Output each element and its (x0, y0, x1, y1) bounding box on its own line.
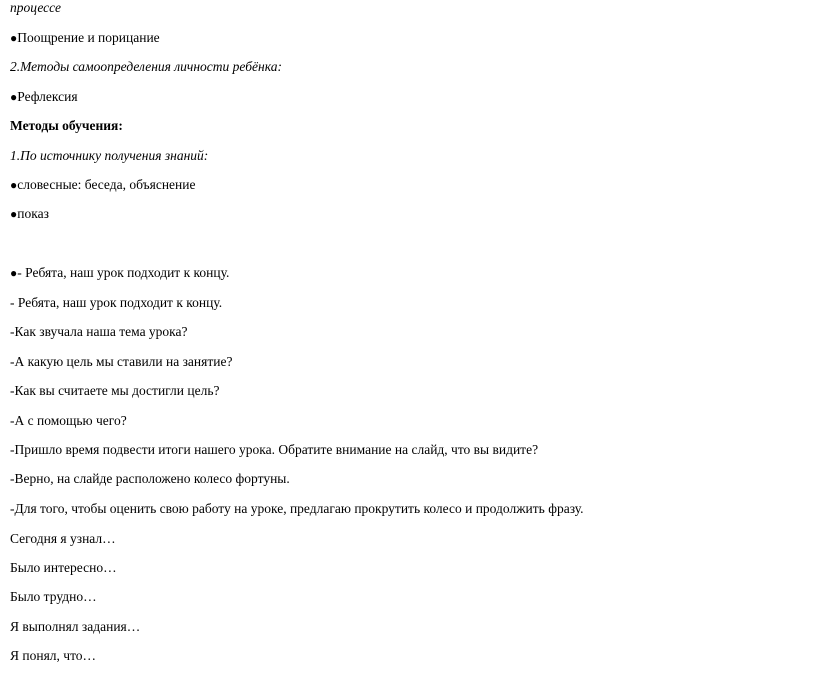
dialogue-line (10, 471, 290, 487)
line-text: -А с помощью чего? (10, 413, 127, 428)
text-line (10, 0, 61, 16)
phrase-prompt (10, 560, 117, 576)
dialogue-line (10, 442, 538, 458)
bullet-item (10, 89, 78, 105)
line-text: -А какую цель мы ставили на занятие? (10, 354, 233, 369)
section-subheading (10, 59, 282, 75)
bullet-dot-icon: ● (10, 31, 18, 45)
line-text: 1.По источнику получения знаний: (10, 148, 209, 163)
bullet-dot-icon: ● (10, 90, 18, 104)
dialogue-line (10, 501, 584, 517)
bullet-dot-icon: ● (10, 266, 18, 280)
dialogue-line (10, 324, 188, 340)
line-text: процессе (10, 0, 61, 15)
line-text: Методы обучения: (10, 118, 123, 133)
line-text: -Пришло время подвести итоги нашего урока. Обратите внимание на слайд, что вы видите? (10, 442, 539, 457)
bullet-item (10, 30, 160, 46)
phrase-prompt (10, 619, 140, 635)
line-text: -Как вы считаете мы достигли цель? (10, 383, 220, 398)
line-text: Было трудно… (10, 589, 97, 604)
line-text: Сегодня я узнал… (10, 531, 116, 546)
bullet-dot-icon: ● (10, 207, 18, 221)
phrase-prompt (10, 531, 116, 547)
dialogue-line (10, 383, 219, 399)
bullet-text: - Ребята, наш урок подходит к концу. (17, 265, 230, 280)
dialogue-line (10, 354, 232, 370)
phrase-prompt (10, 589, 97, 605)
bullet-text: словесные: беседа, объяснение (17, 177, 196, 192)
line-text: -Как звучала наша тема урока? (10, 324, 188, 339)
bullet-text: Рефлексия (17, 89, 78, 104)
section-subheading (10, 148, 208, 164)
dialogue-line (10, 295, 222, 311)
bullet-text: показ (17, 206, 49, 221)
bullet-item (10, 206, 49, 222)
section-heading (10, 118, 123, 134)
line-text: Я понял, что… (10, 648, 97, 663)
bullet-text: Поощрение и порицание (17, 30, 160, 45)
dialogue-line (10, 413, 127, 429)
bullet-item (10, 265, 229, 281)
line-text: Было интересно… (10, 560, 117, 575)
bullet-dot-icon: ● (10, 178, 18, 192)
line-text: - Ребята, наш урок подходит к концу. (10, 295, 223, 310)
bullet-item (10, 177, 195, 193)
line-text: Я выполнял задания… (10, 619, 141, 634)
phrase-prompt (10, 648, 96, 664)
line-text: -Верно, на слайде расположено колесо фортуны. (10, 471, 290, 486)
line-text: -Для того, чтобы оценить свою работу на уроке, предлагаю прокрутить колесо и продолжить фразу. (10, 501, 584, 516)
line-text: 2.Методы самоопределения личности ребёнка: (10, 59, 282, 74)
